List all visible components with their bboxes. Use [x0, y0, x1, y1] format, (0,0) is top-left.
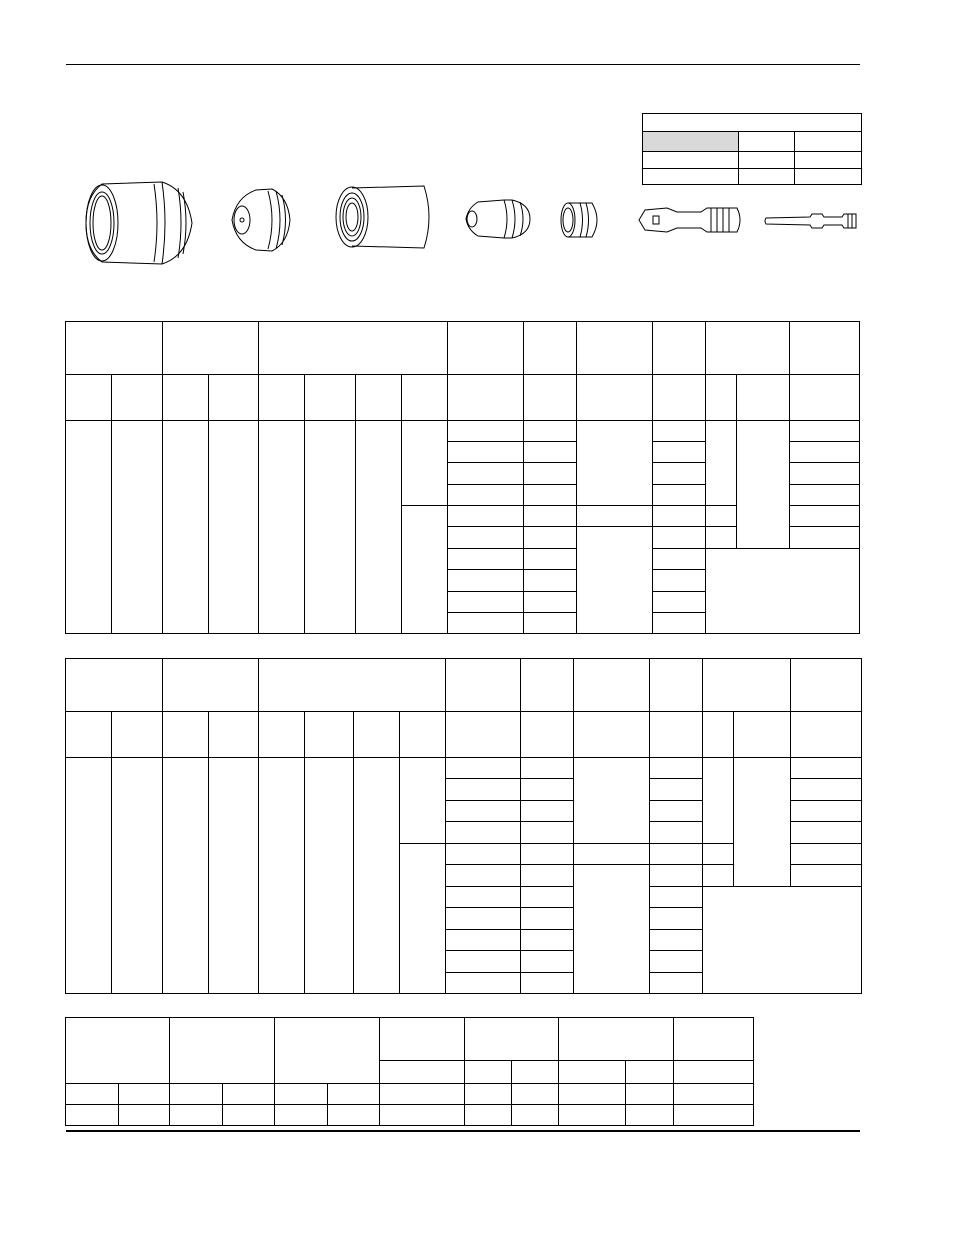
legend-cell — [739, 132, 795, 152]
data-cell — [119, 1084, 170, 1105]
subheader-cell — [380, 1061, 465, 1084]
legend-cell — [739, 169, 795, 185]
data-cell — [223, 1105, 275, 1126]
header-cell — [791, 659, 862, 712]
data-cell — [209, 758, 259, 994]
data-cell — [703, 865, 734, 887]
data-cell — [653, 549, 706, 570]
subheader-cell — [356, 375, 402, 421]
data-cell — [559, 1105, 626, 1126]
data-cell — [512, 1084, 559, 1105]
subheader-cell — [706, 375, 737, 421]
data-cell — [674, 1105, 754, 1126]
data-cell — [521, 887, 574, 908]
data-cell — [790, 421, 860, 442]
data-cell — [521, 822, 574, 844]
data-cell — [446, 801, 521, 822]
data-cell — [275, 1084, 328, 1105]
header-cell — [259, 659, 446, 712]
header-cell — [380, 1018, 465, 1061]
data-cell — [791, 758, 862, 779]
data-cell — [446, 779, 521, 801]
data-cell — [626, 1105, 674, 1126]
data-cell — [521, 973, 574, 994]
header-cell — [448, 322, 524, 375]
data-cell — [521, 758, 574, 779]
subheader-cell — [703, 712, 734, 758]
data-cell — [446, 844, 521, 865]
data-cell — [524, 421, 577, 442]
swirl-ring-icon — [558, 201, 604, 239]
header-cell — [524, 322, 577, 375]
header-cell — [559, 1018, 674, 1061]
header-cell — [653, 322, 706, 375]
data-cell — [521, 908, 574, 930]
data-cell — [446, 908, 521, 930]
data-cell — [119, 1105, 170, 1126]
subheader-cell — [791, 712, 862, 758]
subheader-cell — [163, 375, 209, 421]
data-cell — [674, 1084, 754, 1105]
data-cell — [223, 1084, 275, 1105]
data-cell — [448, 442, 524, 463]
subheader-cell — [559, 1061, 626, 1084]
subheader-cell — [259, 375, 305, 421]
header-cell — [446, 659, 521, 712]
data-cell — [465, 1105, 512, 1126]
data-cell — [524, 570, 577, 592]
data-cell — [791, 865, 862, 887]
subheader-cell — [66, 375, 112, 421]
data-cell — [400, 758, 446, 844]
subheader-cell — [66, 712, 112, 758]
header-cell — [703, 659, 791, 712]
data-cell — [703, 758, 734, 844]
legend-cell — [795, 169, 862, 185]
data-cell — [448, 592, 524, 613]
data-cell — [524, 527, 577, 549]
retaining-cap-icon — [334, 184, 438, 250]
data-cell — [402, 421, 448, 506]
consumables-table-3 — [65, 1017, 754, 1126]
data-cell — [650, 801, 703, 822]
data-cell — [650, 887, 703, 908]
data-cell — [650, 951, 703, 973]
data-cell — [521, 930, 574, 951]
data-cell — [446, 758, 521, 779]
shield-icon — [82, 180, 197, 266]
data-cell — [356, 421, 402, 634]
subheader-cell — [653, 375, 706, 421]
data-cell — [446, 951, 521, 973]
data-cell — [170, 1105, 223, 1126]
data-cell — [574, 758, 650, 844]
header-cell — [577, 322, 653, 375]
data-cell — [524, 463, 577, 485]
header-cell — [259, 322, 448, 375]
header-cell — [574, 659, 650, 712]
header-cell — [650, 659, 703, 712]
data-cell — [446, 822, 521, 844]
header-cell — [674, 1018, 754, 1061]
header-cell — [163, 322, 259, 375]
header-cell — [170, 1018, 275, 1084]
data-cell — [790, 485, 860, 506]
data-cell — [380, 1105, 465, 1126]
nozzle-icon — [464, 196, 534, 242]
header-cell — [66, 322, 163, 375]
data-cell — [577, 421, 653, 506]
shield-cap-icon — [226, 187, 296, 253]
data-cell — [706, 506, 737, 527]
data-cell — [574, 844, 650, 865]
data-cell — [305, 758, 354, 994]
data-cell — [650, 908, 703, 930]
data-cell — [380, 1084, 465, 1105]
data-cell — [448, 549, 524, 570]
data-cell — [559, 1084, 626, 1105]
data-cell — [791, 779, 862, 801]
data-cell — [521, 865, 574, 887]
data-cell — [790, 442, 860, 463]
data-cell — [112, 758, 163, 994]
data-cell — [703, 887, 862, 994]
header-cell — [163, 659, 259, 712]
data-cell — [521, 801, 574, 822]
data-cell — [737, 421, 790, 549]
electrode-icon — [637, 204, 745, 236]
data-cell — [524, 592, 577, 613]
header-cell — [521, 659, 574, 712]
data-cell — [577, 527, 653, 634]
subheader-cell — [400, 712, 446, 758]
data-cell — [524, 485, 577, 506]
data-cell — [577, 506, 653, 527]
data-cell — [521, 951, 574, 973]
header-cell — [465, 1018, 559, 1061]
data-cell — [521, 779, 574, 801]
header-cell — [706, 322, 790, 375]
data-cell — [163, 758, 209, 994]
data-cell — [521, 844, 574, 865]
data-cell — [448, 570, 524, 592]
data-cell — [790, 527, 860, 549]
subheader-cell — [790, 375, 860, 421]
data-cell — [448, 506, 524, 527]
data-cell — [275, 1105, 328, 1126]
subheader-cell — [521, 712, 574, 758]
subheader-cell — [650, 712, 703, 758]
consumables-table-2 — [65, 658, 862, 994]
data-cell — [448, 485, 524, 506]
data-cell — [524, 613, 577, 634]
data-cell — [791, 822, 862, 844]
data-cell — [650, 973, 703, 994]
header-cell — [66, 1018, 170, 1084]
data-cell — [524, 549, 577, 570]
data-cell — [512, 1105, 559, 1126]
data-cell — [653, 527, 706, 549]
data-cell — [706, 527, 737, 549]
subheader-cell — [448, 375, 524, 421]
data-cell — [112, 421, 163, 634]
subheader-cell — [112, 712, 163, 758]
subheader-cell — [163, 712, 209, 758]
data-cell — [259, 758, 305, 994]
data-cell — [448, 613, 524, 634]
data-cell — [66, 1105, 119, 1126]
subheader-cell — [734, 712, 791, 758]
subheader-cell — [577, 375, 653, 421]
data-cell — [446, 930, 521, 951]
data-cell — [790, 506, 860, 527]
data-cell — [650, 930, 703, 951]
subheader-cell — [574, 712, 650, 758]
data-cell — [791, 801, 862, 822]
data-cell — [734, 758, 791, 887]
data-cell — [703, 844, 734, 865]
consumables-table-1 — [65, 321, 860, 634]
subheader-cell — [626, 1061, 674, 1084]
subheader-cell — [209, 375, 259, 421]
subheader-cell — [354, 712, 400, 758]
data-cell — [653, 463, 706, 485]
data-cell — [446, 865, 521, 887]
header-cell — [66, 659, 163, 712]
data-cell — [653, 442, 706, 463]
subheader-cell — [112, 375, 163, 421]
data-cell — [653, 506, 706, 527]
data-cell — [706, 549, 860, 634]
subheader-cell — [512, 1061, 559, 1084]
legend-header-cell — [643, 132, 739, 152]
data-cell — [653, 485, 706, 506]
subheader-cell — [524, 375, 577, 421]
data-cell — [650, 822, 703, 844]
subheader-cell — [209, 712, 259, 758]
legend-cell — [739, 152, 795, 169]
subheader-cell — [305, 375, 356, 421]
data-cell — [259, 421, 305, 634]
legend-title-cell — [643, 114, 862, 132]
data-cell — [66, 421, 112, 634]
bottom-rule — [66, 1130, 860, 1132]
data-cell — [402, 506, 448, 634]
data-cell — [446, 973, 521, 994]
legend-cell — [795, 152, 862, 169]
subheader-cell — [465, 1061, 512, 1084]
top-rule — [66, 64, 860, 65]
data-cell — [653, 421, 706, 442]
data-cell — [650, 779, 703, 801]
data-cell — [328, 1084, 380, 1105]
legend-cell — [643, 152, 739, 169]
data-cell — [653, 570, 706, 592]
data-cell — [465, 1084, 512, 1105]
data-cell — [328, 1105, 380, 1126]
subheader-cell — [402, 375, 448, 421]
data-cell — [524, 442, 577, 463]
data-cell — [448, 463, 524, 485]
subheader-cell — [737, 375, 790, 421]
data-cell — [448, 421, 524, 442]
data-cell — [706, 421, 737, 506]
data-cell — [354, 758, 400, 994]
data-cell — [524, 506, 577, 527]
data-cell — [400, 844, 446, 994]
header-cell — [790, 322, 860, 375]
data-cell — [653, 592, 706, 613]
data-cell — [170, 1084, 223, 1105]
legend-table — [642, 113, 862, 185]
data-cell — [626, 1084, 674, 1105]
subheader-cell — [305, 712, 354, 758]
data-cell — [66, 758, 112, 994]
data-cell — [446, 887, 521, 908]
data-cell — [791, 844, 862, 865]
header-cell — [275, 1018, 380, 1084]
data-cell — [650, 865, 703, 887]
data-cell — [163, 421, 209, 634]
data-cell — [66, 1084, 119, 1105]
data-cell — [574, 865, 650, 994]
subheader-cell — [446, 712, 521, 758]
data-cell — [790, 463, 860, 485]
legend-cell — [795, 132, 862, 152]
subheader-cell — [259, 712, 305, 758]
data-cell — [305, 421, 356, 634]
subheader-cell — [674, 1061, 754, 1084]
legend-cell — [643, 169, 739, 185]
data-cell — [650, 844, 703, 865]
data-cell — [653, 613, 706, 634]
data-cell — [650, 758, 703, 779]
data-cell — [209, 421, 259, 634]
water-tube-icon — [764, 211, 858, 231]
data-cell — [448, 527, 524, 549]
